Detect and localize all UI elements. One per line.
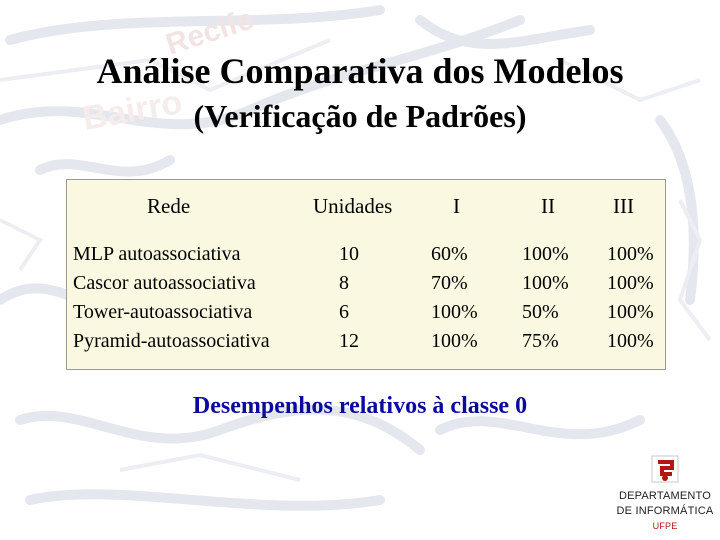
cell-ii: 100% xyxy=(522,272,569,294)
slide-title: Análise Comparativa dos Modelos xyxy=(96,51,624,91)
cell-iii: 100% xyxy=(607,330,654,352)
cell-iii: 100% xyxy=(607,301,654,323)
column-unidades xyxy=(339,240,359,356)
cell-unidades: 10 xyxy=(339,243,359,265)
header-ii: II xyxy=(541,194,555,218)
cell-rede: Pyramid-autoassociativa xyxy=(73,330,270,352)
header-i: I xyxy=(453,194,460,218)
header-unidades: Unidades xyxy=(313,194,393,218)
svg-text:Bairro: Bairro xyxy=(79,83,186,138)
column-i xyxy=(431,240,478,356)
cell-unidades: 12 xyxy=(339,330,359,352)
cell-unidades: 8 xyxy=(339,272,349,294)
header-iii: III xyxy=(613,194,634,218)
cell-i: 60% xyxy=(431,243,468,265)
results-table xyxy=(66,179,666,370)
cell-unidades: 6 xyxy=(339,301,349,323)
svg-text:Recife: Recife xyxy=(161,2,258,62)
column-iii xyxy=(607,240,654,356)
slide-subtitle: (Verificação de Padrões) xyxy=(193,98,527,134)
cell-rede: MLP autoassociativa xyxy=(73,243,241,265)
cell-i: 100% xyxy=(431,301,478,323)
cell-i: 70% xyxy=(431,272,468,294)
cell-i: 100% xyxy=(431,330,478,352)
logo-line-2: DE INFORMÁTICA xyxy=(616,505,714,517)
header-rede: Rede xyxy=(147,194,191,218)
cell-ii: 50% xyxy=(522,301,559,323)
cell-rede: Cascor autoassociativa xyxy=(73,272,256,294)
department-logo xyxy=(610,450,720,540)
caption: Desempenhos relativos à classe 0 xyxy=(192,393,528,419)
cell-ii: 75% xyxy=(522,330,559,352)
logo-mark-icon xyxy=(610,450,720,490)
column-ii xyxy=(522,240,569,356)
logo-line-1: DEPARTAMENTO xyxy=(618,490,712,502)
logo-line-3: UFPE xyxy=(652,521,678,531)
cell-iii: 100% xyxy=(607,272,654,294)
cell-rede: Tower-autoassociativa xyxy=(73,301,253,323)
cell-ii: 100% xyxy=(522,243,569,265)
column-rede xyxy=(73,240,270,356)
cell-iii: 100% xyxy=(607,243,654,265)
